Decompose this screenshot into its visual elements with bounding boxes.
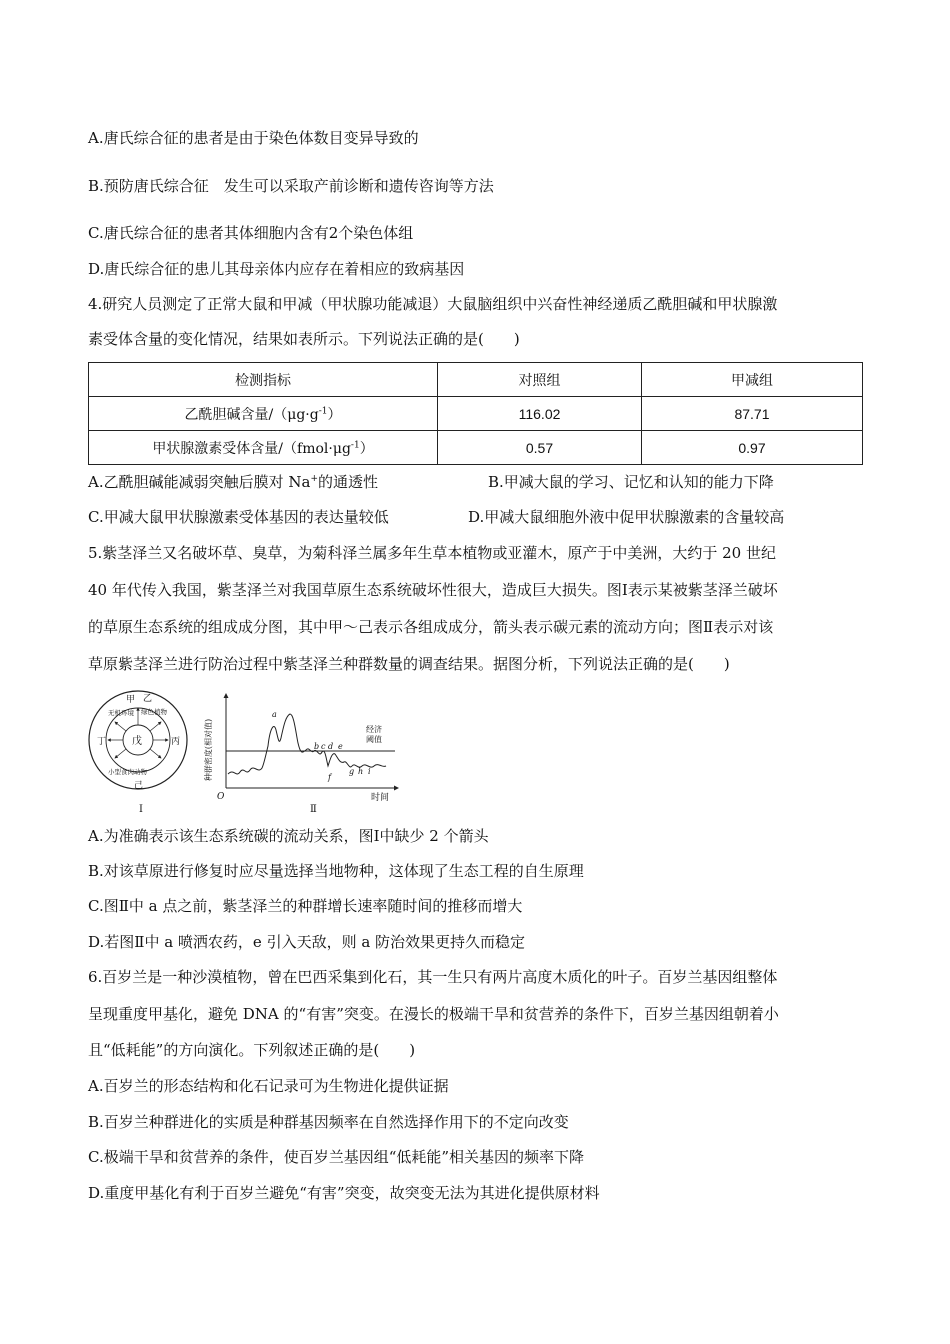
table-cell-label: 乙酰胆碱含量$/(\mu g\cdot g^{-1})$ bbox=[89, 397, 438, 431]
figure-2-label: Ⅱ bbox=[310, 804, 317, 814]
q6-option-c: C.极端干旱和贫营养的条件，使百岁兰基因组“低耗能”相关基因的频率下降 bbox=[88, 1148, 585, 1166]
q6-option-b: B.百岁兰种群进化的实质是种群基因频率在自然选择作用下的不定向改变 bbox=[88, 1113, 569, 1131]
table-header-cell: 甲减组 bbox=[642, 363, 863, 397]
point-label-i: i bbox=[368, 767, 371, 776]
figure-1-ecosystem-diagram bbox=[89, 691, 187, 814]
label-jia: 甲 bbox=[126, 695, 136, 705]
table-cell-value: 116.02 bbox=[438, 397, 642, 431]
point-label-b: b bbox=[314, 742, 320, 751]
q6-stem-line2: 呈现重度甲基化，避免 DNA 的“有害”突变。在漫长的极端干旱和贫营养的条件下，百岁兰基因组朝着小 bbox=[88, 1005, 779, 1023]
table-header-row bbox=[89, 363, 863, 397]
q5-figures bbox=[88, 688, 404, 814]
q3-option-d: D.唐氏综合征的患儿其母亲体内应存在着相应的致病基因 bbox=[88, 260, 465, 278]
label-wu: 戊 bbox=[132, 736, 142, 747]
population-curve bbox=[228, 714, 386, 774]
label-ji: 己 bbox=[134, 781, 144, 791]
label-small-animal: 小型食肉动物 bbox=[108, 768, 147, 776]
point-label-a: a bbox=[272, 710, 277, 719]
q4-option-a: A.乙酰胆碱能减弱突触后膜对 Na+的通透性 bbox=[88, 473, 379, 491]
origin-label: O bbox=[217, 792, 225, 802]
q4-stem-line1: 4.研究人员测定了正常大鼠和甲减（甲状腺功能减退）大鼠脑组织中兴奋性神经递质乙酰胆碱和甲状腺激 bbox=[88, 295, 778, 313]
q6-stem-line3: 且“低耗能”的方向演化。下列叙述正确的是( ) bbox=[88, 1041, 416, 1059]
table-header-cell: 检测指标 bbox=[89, 363, 438, 397]
label-bing: 丙 bbox=[171, 737, 181, 747]
table-cell-label: 甲状腺激素受体含量$/(fmol\cdot\mu g^{-1})$ bbox=[89, 431, 438, 465]
q5-option-a: A.为准确表示该生态系统碳的流动关系，图Ⅰ中缺少 2 个箭头 bbox=[88, 827, 489, 845]
q3-option-c: C.唐氏综合征的患者其体细胞内含有2个染色体组 bbox=[88, 224, 414, 242]
point-label-f: f bbox=[328, 773, 331, 782]
table-cell-value: 0.97 bbox=[642, 431, 863, 465]
label-green-plant: 绿色植物 bbox=[141, 708, 167, 716]
q5-stem-line2: 40 年代传入我国，紫茎泽兰对我国草原生态系统破坏性很大，造成巨大损失。图Ⅰ表示某被紫茎泽兰破坏 bbox=[88, 581, 778, 599]
x-axis-label: 时间 bbox=[371, 793, 390, 803]
q5-option-d: D.若图Ⅱ中 a 喷洒农药，e 引入天敌，则 a 防治效果更持久而稳定 bbox=[88, 933, 526, 951]
table-row bbox=[89, 431, 863, 465]
table-row bbox=[89, 397, 863, 431]
point-label-c: c bbox=[321, 742, 326, 751]
q3-option-b: B.预防唐氏综合征 发生可以采取产前诊断和遗传咨询等方法 bbox=[88, 177, 494, 195]
point-label-h: h bbox=[358, 767, 364, 776]
q4-stem-line2: 素受体含量的变化情况，结果如表所示。下列说法正确的是( ) bbox=[88, 330, 520, 348]
table-cell-value: 87.71 bbox=[642, 397, 863, 431]
table-header-cell: 对照组 bbox=[438, 363, 642, 397]
y-axis-label: 种群密度(相对值) bbox=[204, 718, 213, 782]
point-label-d: d bbox=[328, 742, 334, 751]
q3-option-a: A.唐氏综合征的患者是由于染色体数目变异导致的 bbox=[88, 129, 419, 147]
figure-2-population-chart bbox=[203, 694, 398, 814]
point-label-g: g bbox=[349, 767, 355, 776]
figure-1-label: Ⅰ bbox=[139, 804, 143, 814]
point-label-e: e bbox=[338, 742, 343, 751]
q5-stem-line1: 5.紫茎泽兰又名破坏草、臭草，为菊科泽兰属多年生草本植物或亚灌木，原产于中美洲，大约于 20 世纪 bbox=[88, 544, 776, 562]
q5-option-b: B.对该草原进行修复时应尽量选择当地物种，这体现了生态工程的自生原理 bbox=[88, 862, 584, 880]
label-yi: 乙 bbox=[143, 694, 153, 704]
q6-stem-line1: 6.百岁兰是一种沙漠植物，曾在巴西采集到化石，其一生只有两片高度木质化的叶子。百岁兰基因组整体 bbox=[88, 968, 778, 986]
label-ding: 丁 bbox=[97, 737, 107, 747]
q6-option-d: D.重度甲基化有利于百岁兰避免“有害”突变，故突变无法为其进化提供原材料 bbox=[88, 1184, 600, 1202]
table-cell-value: 0.57 bbox=[438, 431, 642, 465]
q5-option-c: C.图Ⅱ中 a 点之前，紫茎泽兰的种群增长速率随时间的推移而增大 bbox=[88, 897, 523, 915]
label-inorganic: 无机环境 bbox=[108, 709, 134, 717]
q4-option-c: C.甲减大鼠甲状腺激素受体基因的表达量较低 bbox=[88, 508, 389, 526]
q4-option-b: B.甲减大鼠的学习、记忆和认知的能力下降 bbox=[488, 473, 774, 491]
q4-results-table bbox=[88, 362, 863, 465]
q6-option-a: A.百岁兰的形态结构和化石记录可为生物进化提供证据 bbox=[88, 1077, 449, 1095]
q4-option-d: D.甲减大鼠细胞外液中促甲状腺激素的含量较高 bbox=[468, 508, 785, 526]
threshold-label: 经济阈值 bbox=[366, 725, 382, 744]
q5-stem-line4: 草原紫茎泽兰进行防治过程中紫茎泽兰种群数量的调查结果。据图分析，下列说法正确的是( ) bbox=[88, 655, 730, 673]
q5-stem-line3: 的草原生态系统的组成成分图，其中甲～己表示各组成成分，箭头表示碳元素的流动方向；图Ⅱ表示对该 bbox=[88, 618, 774, 636]
